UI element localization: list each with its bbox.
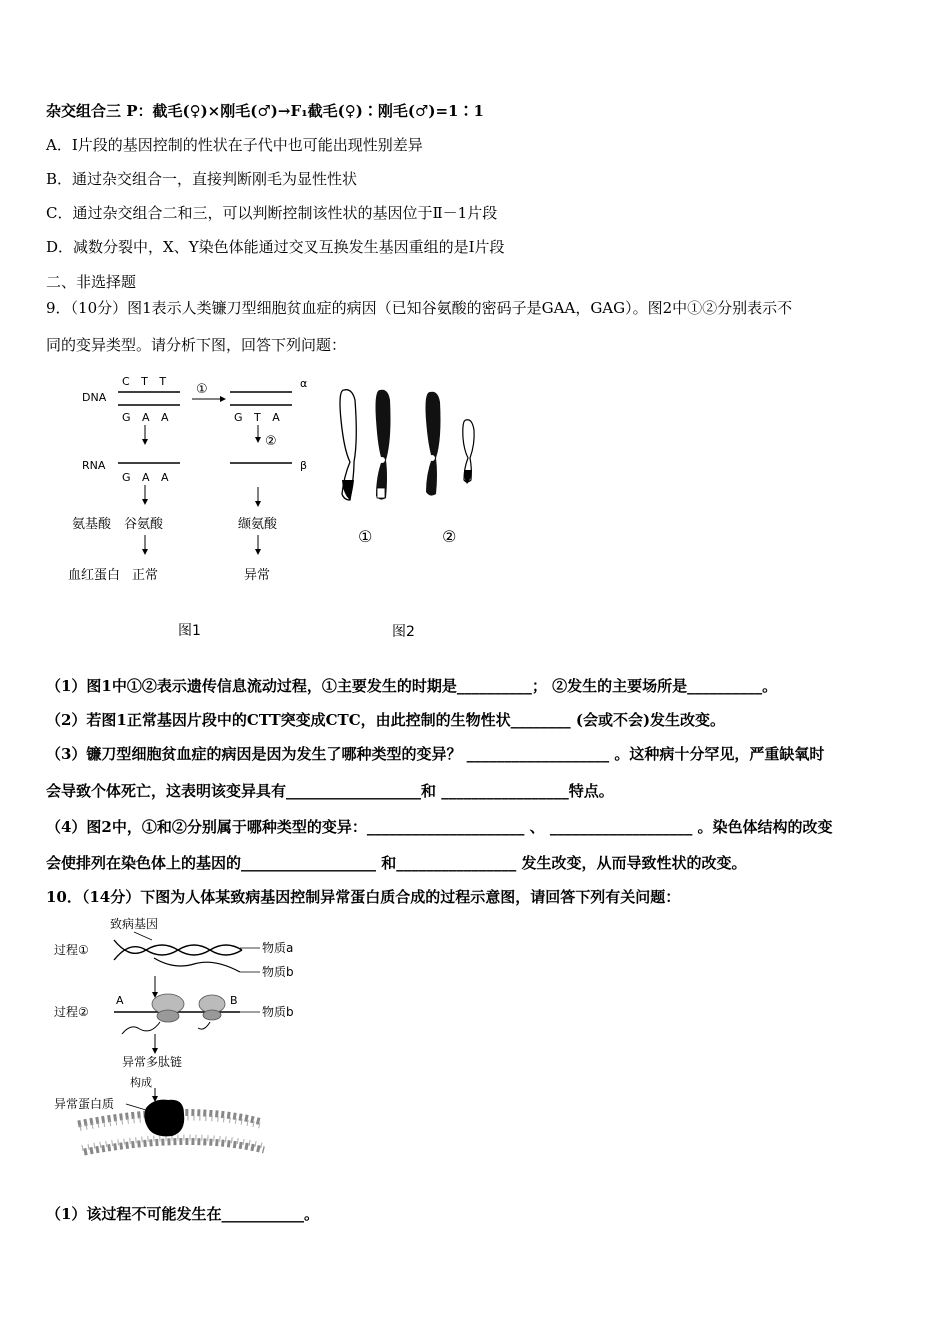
step2-label: ② [265,434,277,449]
abnormal-protein-shape [144,1100,184,1137]
process-2-label: 过程② [54,1005,89,1019]
beta-label: β [300,459,308,472]
figure-2-diagram [330,380,490,645]
q9-part4-line1: （4）图2中，①和②分别属于哪种类型的变异：_____________________ 、 ___________________ 。染色体结构的改变 [46,818,833,836]
figure-1-diagram [60,365,330,650]
glutamate-label: 谷氨酸 [124,517,164,532]
mutated-strand: G T A [234,411,284,424]
step1-arrowhead [220,396,226,402]
translate-arrowhead [142,499,148,505]
material-b2-label: 物质b [262,1005,294,1019]
ribosome-2-small [203,1010,221,1020]
option-d: D．减数分裂中，X、Y染色体能通过交叉互换发生基因重组的是Ⅰ片段 [46,238,505,256]
material-b-label: 物质b [262,965,294,979]
figure-1-caption: 图1 [178,623,201,639]
q9-part4-line2: 会使排列在染色体上的基因的__________________ 和________________ 发生改变，从而导致性状的改变。 [46,854,747,872]
option-c: C．通过杂交组合二和三，可以判断控制该性状的基因位于Ⅱ－1片段 [46,204,498,222]
option-b: B．通过杂交组合一，直接判断刚毛为显性性状 [46,170,358,188]
gene-pointer [134,932,152,940]
q9-part1: （1）图1中①②表示遗传信息流动过程，①主要发生的时期是__________； ②发生的主要场所是__________。 [46,677,778,695]
end-b-label: B [230,994,238,1007]
q9-part3-line1: （3）镰刀型细胞贫血症的病因是因为发生了哪种类型的变异？ ___________________ 。这种病十分罕见，严重缺氧时 [46,745,825,763]
q9-stem-line2: 同的变异类型。请分析下图，回答下列问题： [46,336,347,354]
q9-part2: （2）若图1正常基因片段中的CTT突变成CTC，由此控制的生物性状________ (会或不会)发生改变。 [46,711,726,729]
rna-label: RNA [82,459,106,472]
dna-top-strand: C T T [122,375,171,388]
gene-label: 致病基因 [110,917,159,931]
q10-part1: （1）该过程不可能发生在___________。 [46,1205,319,1223]
hb-arrowhead [142,549,148,555]
section-heading: 二、非选择题 [46,273,137,291]
translate-arrowhead-mut [255,501,261,507]
chromosome-pair-1 [340,390,391,500]
transcribe-arrowhead [142,439,148,445]
q9-stem-line1: 9．（10分）图1表示人类镰刀型细胞贫血症的病因（已知谷氨酸的密码子是GAA，GAG）。图2中①②分别表示不 [46,299,793,317]
protein-label: 异常蛋白质 [54,1097,115,1111]
dna-label: DNA [82,391,107,404]
figure-2-label-2: ② [442,527,457,546]
hemoglobin-label: 血红蛋白 [68,568,121,583]
process-1-label: 过程① [54,943,89,957]
material-a-label: 物质a [262,941,294,955]
rna-sequence: G A A [122,471,173,484]
chromosome-pair-2 [426,392,475,496]
valine-label: 缬氨酸 [238,517,278,532]
form-label: 构成 [130,1076,152,1089]
dna-bottom-strand: G A A [122,411,173,424]
mrna-strand [154,958,240,972]
protein-pointer [126,1104,146,1110]
step1-label: ① [196,382,208,397]
peptide-chain-2 [198,1022,210,1029]
alpha-label: α [300,377,308,390]
end-a-label: A [116,994,124,1007]
option-a: A．Ⅰ片段的基因控制的性状在子代中也可能出现性别差异 [46,136,423,154]
q9-part3-line2: 会导致个体死亡，这表明该变异具有__________________和 _________________特点。 [46,782,614,800]
ribosome-1-small [157,1010,179,1022]
peptide-label: 异常多肽链 [122,1055,183,1069]
normal-label: 正常 [132,568,159,583]
q10-stem: 10．（14分）下图为人体某致病基因控制异常蛋白质合成的过程示意图，请回答下列有关问题： [46,888,681,906]
figure-2-label-1: ① [358,527,373,546]
amino-acid-label: 氨基酸 [72,517,112,532]
cross-three-text: 杂交组合三 P：截毛(♀)×刚毛(♂)→F₁截毛(♀)∶刚毛(♂)=1∶1 [46,102,484,120]
peptide-arrowhead [152,1048,158,1054]
abnormal-label: 异常 [244,568,271,583]
hb-arrowhead-mut [255,549,261,555]
step2-arrowhead [255,437,261,443]
peptide-chain-1 [122,1022,160,1034]
figure-3-diagram [50,912,340,1182]
figure-2-caption: 图2 [392,624,415,640]
